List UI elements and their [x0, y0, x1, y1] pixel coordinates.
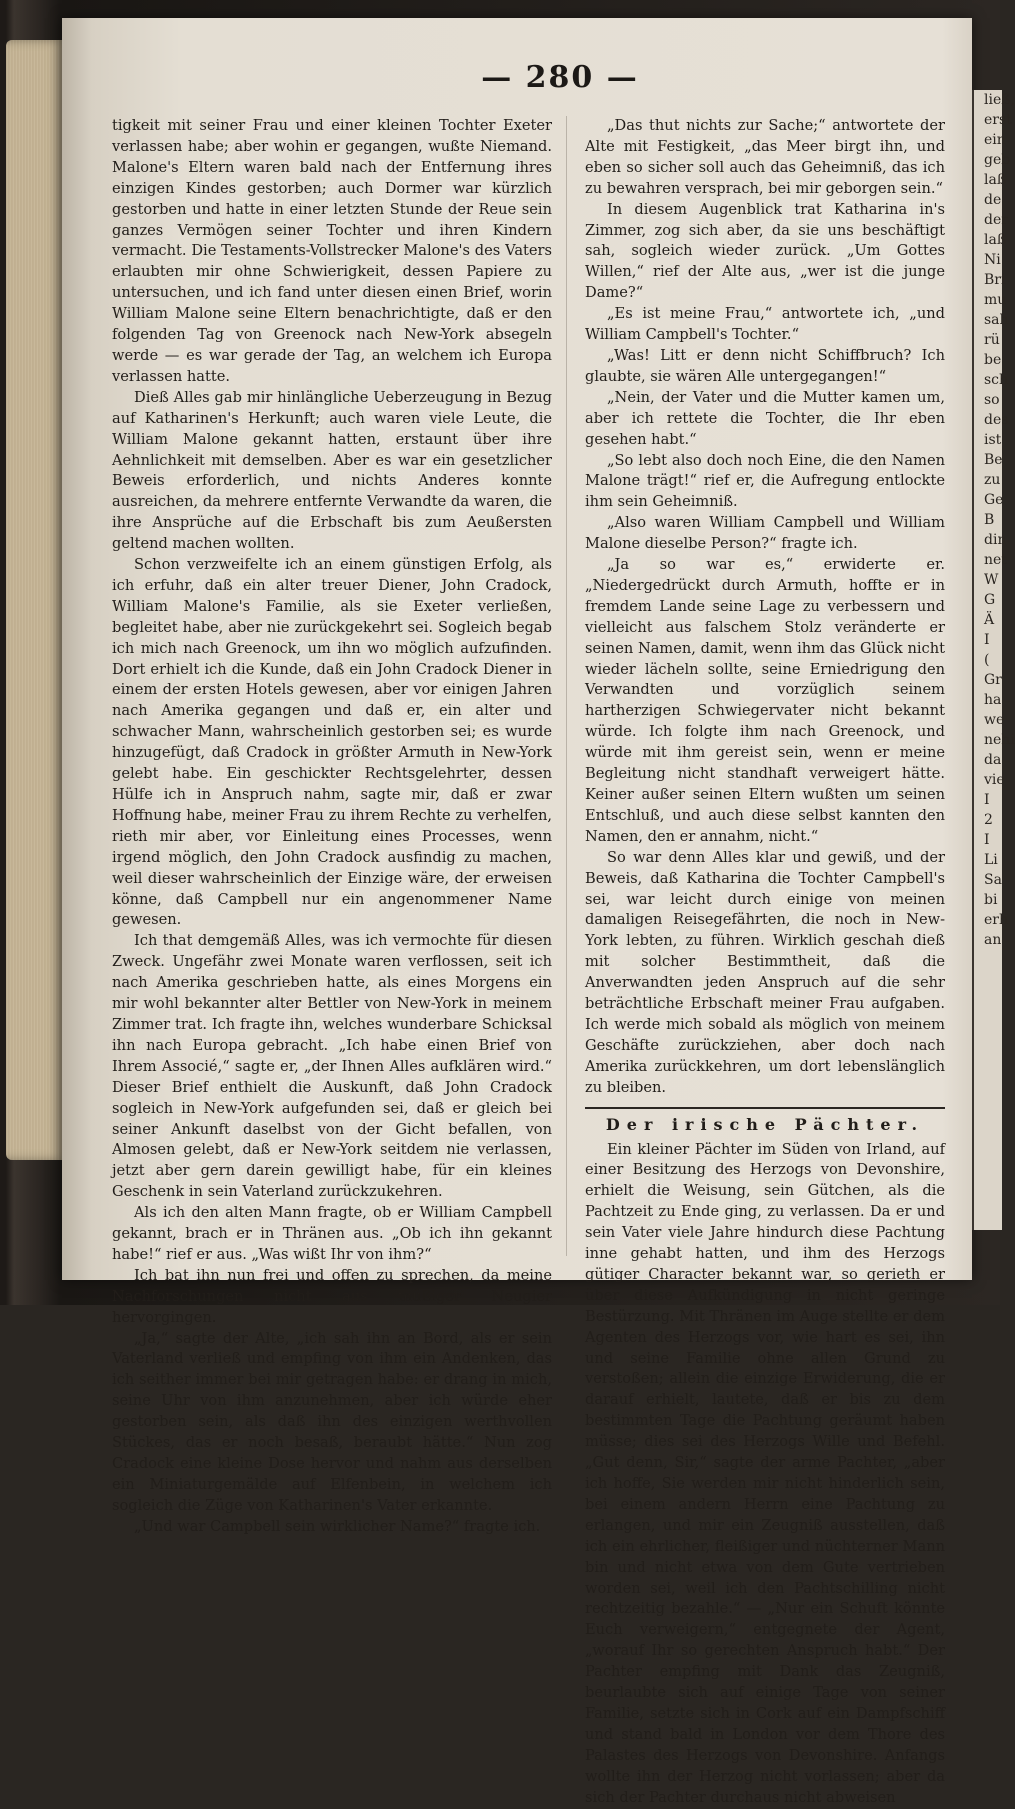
- paragraph: „So lebt also doch noch Eine, die den Namen Malone trägt!“ rief er, die Aufregung entlockte ihm sein Geheimniß.: [585, 451, 945, 511]
- next-page-fragment: Ni: [984, 252, 1001, 268]
- next-page-fragment: mu: [984, 292, 1007, 308]
- next-page-fragment: an: [984, 932, 1002, 948]
- next-page-fragment: sch: [984, 372, 1009, 388]
- next-page-fragment: erh: [984, 912, 1008, 928]
- next-page-fragment: vie: [984, 772, 1005, 788]
- page-stack-edge: [6, 40, 64, 1160]
- next-page-fragment: (: [984, 652, 990, 668]
- next-page-fragment: ließ,: [984, 92, 1015, 108]
- next-page-fragment: be: [984, 352, 1002, 368]
- paragraph: „Nein, der Vater und die Mutter kamen um, aber ich rettete die Tochter, die Ihr eben gesehen habt.“: [585, 388, 945, 448]
- next-page-fragment: geb: [984, 152, 1011, 168]
- next-page-fragment: Li: [984, 852, 998, 868]
- page-number: — 280 —: [481, 60, 639, 95]
- next-page-fragment: sah: [984, 312, 1009, 328]
- paragraph: Als ich den alten Mann fragte, ob er William Campbell gekannt, brach er in Thränen aus. „Ob ich ihn gekannt habe!“ rief er aus. „Was wißt Ihr von ihm?“: [112, 1204, 552, 1263]
- next-page-fragment: bi: [984, 892, 998, 908]
- next-page-fragment: laß: [984, 172, 1007, 188]
- right-column-story-end: [585, 116, 945, 1099]
- next-page-fragment: rü: [984, 332, 1000, 348]
- paragraph: „Also waren William Campbell und William Malone dieselbe Person?“ fragte ich.: [585, 514, 945, 553]
- paragraph: In diesem Augenblick trat Katharina in's Zimmer, zog sich aber, da sie uns beschäftigt sah, sogleich wieder zurück. „Um Gottes Willen,“ rief der Alte aus, „wer ist die junge Dame?“: [585, 200, 945, 302]
- section-rule: [585, 1107, 945, 1109]
- next-page-fragment: I: [984, 632, 990, 648]
- next-page-fragment: I: [984, 792, 990, 808]
- next-page-fragment: ein: [984, 132, 1006, 148]
- paragraph: Schon verzweifelte ich an einem günstigen Erfolg, als ich erfuhr, daß ein alter treuer Diener, John Cradock, William Malone's Familie, als sie Exeter verließen, begleitet habe, aber nie zurückgekehrt sei. Sogleich begab ich mich nach Greenock, um ihn wo möglich aufzufinden. Dort erhielt ich die Kunde, daß ein John Cradock Diener in einem der ersten Hotels gewesen, aber vor einigen Jahren nach Amerika gegangen und daß er, ein alter und schwacher Mann, wahrscheinlich gestorben sei; es wurde hinzugefügt, daß Cradock in größter Armuth in New-York gelebt habe. Ein geschickter Rechtsgelehrter, dessen Hülfe ich in Anspruch nahm, sagte mir, daß er zwar Hoffnung habe, meiner Frau zu ihrem Rechte zu verhelfen, rieth mir aber, vor Einleitung eines Processes, wenn irgend möglich, den John Cradock ausfindig zu machen, weil dieser wahrscheinlich der Einzige wäre, der erweisen könne, daß Campbell nur ein angenommener Name gewesen.: [112, 556, 552, 929]
- paragraph: „Ja so war es,“ erwiderte er. „Niedergedrückt durch Armuth, hoffte er in fremdem Lande seine Lage zu verbessern und vielleicht aus falschem Stolz veränderte er seinen Namen, damit, wenn ihm das Glück nicht wieder lächeln sollte, seine Erniedrigung den Verwandten und vorzüglich seinem hartherzigen Schwiegervater nicht bekannt würde. Ich folgte ihm nach Greenock, und würde mit ihm gereist sein, wenn er meine Begleitung nicht standhaft verweigert hätte. Keiner außer seinen Eltern wußten um seinen Entschluß, und auch diese selbst kannten den Namen, den er annahm, nicht.“: [585, 556, 945, 845]
- paragraph: „Es ist meine Frau,“ antwortete ich, „und William Campbell's Tochter.“: [585, 305, 945, 344]
- next-page-fragment: B: [984, 512, 995, 528]
- next-page-fragment: des: [984, 412, 1009, 428]
- next-page-fragment: we: [984, 712, 1005, 728]
- next-page-fragment: de: [984, 192, 1002, 208]
- paragraph: „Was! Litt er denn nicht Schiffbruch? Ich glaubte, sie wären Alle untergegangen!“: [585, 346, 945, 385]
- next-page-fragment: Gr: [984, 672, 1002, 688]
- paragraph: Ich that demgemäß Alles, was ich vermochte für diesen Zweck. Ungefähr zwei Monate waren verflossen, seit ich nach Amerika geschrieben hatte, als eines Morgens ein mir wohl bekannter alter Bettler von New-York in meinem Zimmer trat. Ich fragte ihn, welches wunderbare Schicksal ihn nach Europa gebracht. „Ich habe einen Brief von Ihrem Associé,“ sagte er, „der Ihnen Alles aufklären wird.“ Dieser Brief enthielt die Auskunft, daß John Cradock sogleich in New-York aufgefunden sei, daß er gleich bei seiner Ankunft daselbst von der Gicht befallen, von Almosen gelebt, daß er New-York seitdem nie verlassen, jetzt aber gern darein gewilligt habe, für ein kleines Geschenk in sein Vaterland zurückzukehren.: [112, 932, 552, 1201]
- paragraph: So war denn Alles klar und gewiß, und der Beweis, daß Katharina die Tochter Campbell's sei, war leicht durch einige von meinen damaligen Reisegefährten, die noch in New-York lebten, zu führen. Wirklich geschah dieß mit solcher Bestimmtheit, daß die Anverwandten jeden Anspruch auf die sehr beträchtliche Erbschaft meiner Frau aufgaben. Ich werde mich sobald als möglich von meinem Geschäfte zurückziehen, aber doch nach Amerika zurückkehren, um dort lebenslänglich zu bleiben.: [585, 848, 945, 1096]
- paragraph: tigkeit mit seiner Frau und einer kleinen Tochter Exeter verlassen habe; aber wohin er gegangen, wußte Niemand. Malone's Eltern waren bald nach der Entfernung ihres einzigen Kindes gestorben; auch Dormer war kürzlich gestorben und hatte in einer letzten Stunde der Reue sein ganzes Vermögen seiner Tochter und ihren Kindern vermacht. Die Testaments-Vollstrecker Malone's des Vaters erlaubten mir ohne Schwierigkeit, dessen Papiere zu untersuchen, und ich fand unter diesen einen Brief, worin William Malone seine Eltern benachrichtigte, daß er den folgenden Tag von Greenock nach New-York absegeln werde — es war gerade der Tag, an welchem ich Europa verlassen hatte.: [112, 117, 552, 385]
- paragraph: „Ja,“ sagte der Alte, „ich sah ihn an Bord, als er sein Vaterland verließ und empfing von ihm ein Andenken, das ich seither immer bei mir getragen habe: er drang in mich, seine Uhr von ihm anzunehmen, aber ich würde eher gestorben sein, als daß ihn des einzigen werthvollen Stückes, das er noch besaß, beraubt hätte.“ Nun zog Cradock eine kleine Dose hervor und nahm aus derselben ein Miniaturgemälde auf Elfenbein, in welchem ich sogleich die Züge von Katharinen's Vater erkannte.: [112, 1329, 552, 1514]
- next-page-fragment: der: [984, 212, 1008, 228]
- next-page-fragment: da: [984, 752, 1002, 768]
- next-page-fragment: erst: [984, 112, 1012, 128]
- section-title: Der irische Pächter.: [605, 1114, 925, 1134]
- next-page-fragment: Ge: [984, 492, 1004, 508]
- next-page-fragment: so: [984, 392, 1000, 408]
- next-page-fragment: I: [984, 832, 990, 848]
- next-page-fragment: Ä: [984, 612, 995, 628]
- next-page-fragment: nehi: [984, 732, 1015, 748]
- next-page-fragment: ist: [984, 432, 1002, 448]
- column-divider: [566, 116, 567, 1256]
- paragraph: Dieß Alles gab mir hinlängliche Ueberzeugung in Bezug auf Katharinen's Herkunft; auch waren viele Leute, die William Malone gekannt hatten, erstaunt über ihre Aehnlichkeit mit demselben. Aber es war ein gesetzlicher Beweis erforderlich, und nichts Anderes konnte ausreichen, da mehrere entfernte Verwandte da waren, die ihre Ansprüche auf die Erbschaft bis zum Aeußersten geltend machen wollten.: [112, 388, 552, 553]
- next-page-fragment: laß: [984, 232, 1007, 248]
- next-page-edge: [972, 90, 1015, 1230]
- next-page-fragment: din: [984, 532, 1007, 548]
- next-page-fragment: zu: [984, 472, 1001, 488]
- paragraph: „Und war Campbell sein wirklicher Name?“ fragte ich.: [134, 1517, 541, 1535]
- next-page-fragment: Bri: [984, 272, 1006, 288]
- next-page-fragment: net: [984, 552, 1007, 568]
- next-page-fragment: Be: [984, 452, 1003, 468]
- paragraph: „Das thut nichts zur Sache;“ antwortete der Alte mit Festigkeit, „das Meer birgt ihn, und eben so sicher soll auch das Geheimniß, das ich zu bewahren versprach, bei mir geborgen sein.“: [585, 117, 945, 197]
- left-column: [112, 116, 552, 1538]
- right-column-new-story: [585, 1140, 945, 1809]
- paragraph: Ein kleiner Pächter im Süden von Irland, auf einer Besitzung des Herzogs von Devonshire, erhielt die Weisung, sein Gütchen, als die Pachtzeit zu Ende ging, zu verlassen. Da er und sein Vater viele Jahre hindurch diese Pachtung inne gehabt hatten, und ihm des Herzogs gütiger Character bekannt war, so gerieth er über diese Aufkündigung in nicht geringe Bestürzung. Mit Thränen im Auge stellte er dem Agenten des Herzogs vor, wie hart es sei, ihn und seine Familie ohne allen Grund zu verstoßen; allein die einzige Erwiderung, die er darauf erhielt, lautete, daß er bis zu dem bestimmten Tage die Pachtung geräumt haben müsse; dies sei des Herzogs Wille und Befehl. „Gut denn, Sir,“ sagte der arme Pachter, „aber ich hoffe, Sie werden mir nicht hinderlich sein, bei einem andern Herrn eine Pachtung zu erlangen, und mir ein Zeugniß ausstellen, daß ich ein ehrlicher, fleißiger und nüchterner Mann bin und nicht etwa von dem Gute vertrieben worden sei, weil ich den Pachtschilling nicht rechtzeitig bezahle.“ — „Nur ein Schuft könnte Euch verweigern,“ entgegnete der Agent, „worauf Ihr so gerechten Anspruch habt.“ Der Pachter empfing mit Dank das Zeugniß, beurlaubte sich auf einige Tage von seiner Familie, setzte sich in Cork auf ein Dampfschiff und stand bald in London vor dem Thore des Palastes des Herzogs von Devonshire. Anfangs wollte ihn der Herzog nicht vorlassen; aber da sich der Pachter durchaus nicht abweisen: [585, 1140, 945, 1806]
- right-column: [585, 116, 945, 1809]
- next-page-fragment: G: [984, 592, 996, 608]
- next-page-fragment: Sa: [984, 872, 1002, 888]
- next-page-fragment: W: [984, 572, 999, 588]
- next-page-fragment: ha: [984, 692, 1002, 708]
- paragraph: Ich bat ihn nun frei und offen zu sprechen, da meine Nachforschungen nicht aus müßiger Neugier hervorgingen.: [112, 1266, 552, 1326]
- next-page-fragment: 2: [984, 812, 993, 828]
